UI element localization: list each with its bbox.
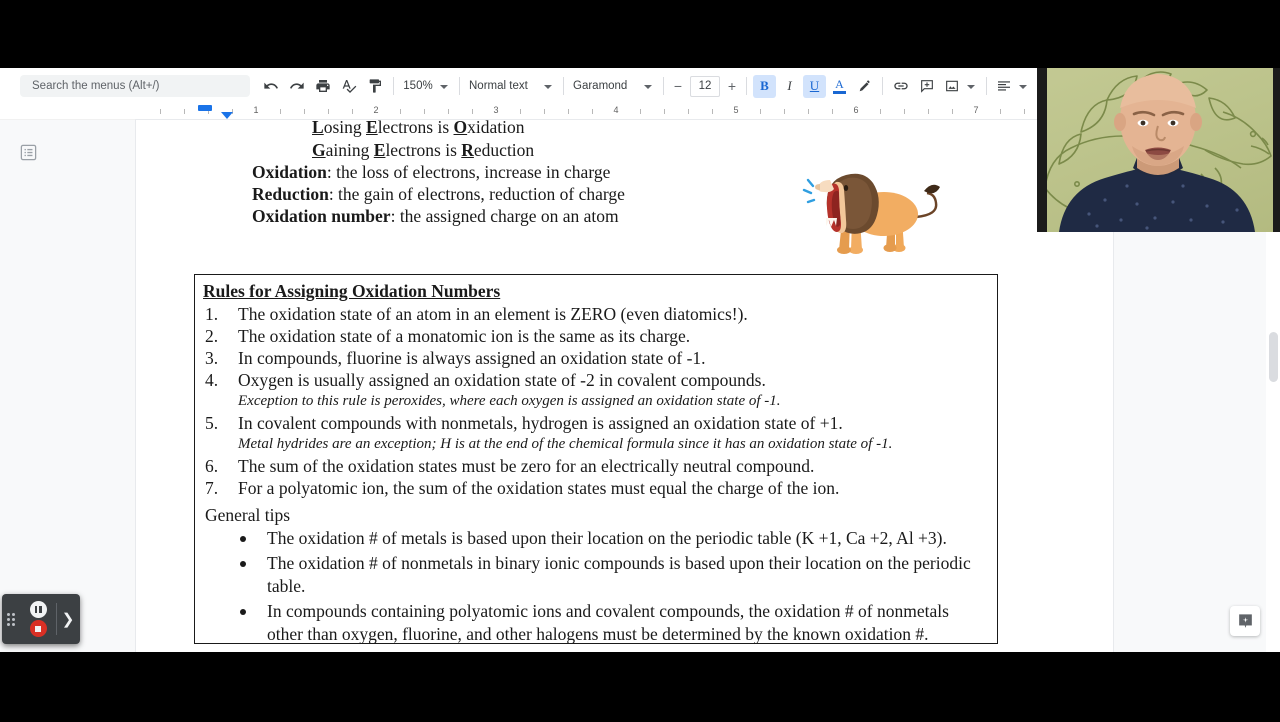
mnemonic-line-leo (312, 116, 525, 138)
insert-link-icon[interactable] (890, 75, 912, 97)
mnemonic-lead: G (312, 140, 326, 160)
font-size-input[interactable]: 12 (690, 76, 720, 97)
font-size-increase-button[interactable]: + (727, 78, 737, 94)
mnemonic-lead: E (366, 117, 378, 137)
insert-image-dropdown[interactable] (940, 75, 981, 97)
paint-format-icon[interactable] (364, 75, 386, 97)
rule-text: In covalent compounds with nonmetals, hydrogen is assigned an oxidation state of +1. (238, 413, 843, 433)
chevron-down-icon (967, 80, 975, 92)
rule-number: 3. (205, 348, 219, 368)
undo-icon[interactable] (260, 75, 282, 97)
definition-oxidation-number (252, 205, 619, 227)
toolbar-divider-4 (663, 77, 664, 95)
definition-oxidation (252, 161, 610, 183)
font-family-value: Garamond (573, 80, 628, 92)
drag-dots-icon (7, 613, 15, 626)
rule-note: Metal hydrides are an exception; H is at the end of the chemical formula since it has an oxidation state of -1. (238, 436, 893, 452)
definition-text: : the loss of electrons, increase in charge (326, 162, 611, 182)
chevron-down-icon (440, 80, 448, 92)
text-color-swatch (833, 91, 846, 94)
rule-text: Oxygen is usually assigned an oxidation state of -2 in covalent compounds. (238, 370, 766, 390)
toolbar-divider-5 (746, 77, 747, 95)
outline-rail (0, 120, 56, 652)
rules-list-item (203, 455, 989, 477)
tip-bullet-item (203, 552, 989, 599)
toolbar-divider-6 (882, 77, 883, 95)
zoom-value: 150% (403, 80, 433, 92)
rule-number: 7. (205, 478, 219, 498)
ruler-number: 3 (493, 105, 499, 115)
pause-recording-button[interactable] (30, 601, 47, 618)
mnemonic-lead: O (453, 117, 468, 137)
webcam-letterbox-left (1037, 68, 1047, 232)
rules-list-item (203, 325, 989, 347)
rules-list-item (203, 412, 989, 434)
first-line-indent-marker[interactable] (198, 105, 212, 111)
rule-note: Exception to this rule is peroxides, where each oxygen is assigned an oxidation state of -1. (238, 393, 781, 409)
left-indent-marker[interactable] (221, 112, 233, 119)
paragraph-style-dropdown[interactable] (465, 75, 558, 97)
document-outline-icon[interactable] (16, 140, 40, 164)
rules-list-item (203, 347, 989, 369)
chevron-down-icon (644, 80, 652, 92)
paragraph-style-value: Normal text (469, 80, 528, 92)
bold-button[interactable]: B (753, 75, 776, 98)
rules-text-box[interactable] (194, 274, 998, 644)
ruler-number: 5 (733, 105, 739, 115)
print-icon[interactable] (312, 75, 334, 97)
rules-list-item (203, 303, 989, 325)
search-placeholder-text: Search the menus (Alt+/) (32, 80, 160, 92)
rules-list-item (203, 369, 989, 391)
scrollbar-thumb[interactable] (1269, 332, 1278, 382)
ruler-number: 1 (253, 105, 259, 115)
definition-term: Reduction (252, 184, 329, 204)
font-size-decrease-button[interactable]: − (673, 78, 683, 94)
mnemonic-lead: R (461, 140, 474, 160)
add-comment-icon[interactable] (916, 75, 938, 97)
toolbar-divider-7 (986, 77, 987, 95)
rules-list-item (203, 477, 989, 499)
screen-recorder-widget[interactable] (2, 594, 80, 644)
redo-icon[interactable] (286, 75, 308, 97)
ruler-number: 2 (373, 105, 379, 115)
mnemonic-lead: L (312, 117, 324, 137)
align-dropdown[interactable] (992, 75, 1033, 97)
stop-recording-button[interactable] (30, 620, 47, 637)
bullet-dot-icon (240, 536, 246, 542)
recorder-buttons (20, 594, 56, 644)
mnemonic-line-ger (312, 139, 534, 161)
document-page[interactable] (136, 117, 1113, 652)
lion-clipart-image[interactable] (796, 162, 946, 262)
chevron-down-icon (544, 80, 552, 92)
mnemonic-rest: aining (325, 140, 374, 160)
webcam-overlay[interactable] (1037, 68, 1280, 232)
letterbox-bottom (0, 652, 1280, 720)
definition-text: : the assigned charge on an atom (390, 206, 619, 226)
bullet-dot-icon (240, 561, 246, 567)
rule-text: The oxidation state of a monatomic ion is the same as its charge. (238, 326, 691, 346)
search-input[interactable] (20, 75, 250, 97)
general-tips-label: General tips (205, 505, 291, 525)
toolbar-divider-3 (563, 77, 564, 95)
rule-text: For a polyatomic ion, the sum of the oxidation states must equal the charge of the ion. (238, 478, 840, 498)
italic-button[interactable]: I (787, 78, 792, 93)
mnemonic-rest: lectrons is (377, 117, 454, 137)
text-color-label: A (835, 77, 844, 91)
rule-number: 6. (205, 456, 219, 476)
ruler-number: 6 (853, 105, 859, 115)
explore-button[interactable] (1230, 606, 1260, 636)
letterbox-top (0, 0, 1280, 68)
presenter-portrait (1037, 68, 1280, 232)
mnemonic-lead: E (373, 140, 386, 160)
definition-term: Oxidation (252, 162, 327, 182)
highlight-color-icon[interactable] (853, 75, 876, 98)
tip-text: The oxidation # of nonmetals in binary ionic compounds is based upon their location on the periodic table. (267, 552, 971, 596)
image-icon (944, 78, 960, 94)
font-family-dropdown[interactable] (569, 75, 658, 97)
tip-text: The oxidation # of metals is based upon their location on the periodic table (K +1, Ca +2, Al +3). (267, 528, 947, 548)
zoom-dropdown[interactable] (399, 75, 454, 97)
ruler-number: 7 (973, 105, 979, 115)
rule-number: 1. (205, 304, 219, 324)
definition-term: Oxidation number (252, 206, 391, 226)
rule-number: 2. (205, 326, 219, 346)
tip-bullet-item (203, 600, 989, 647)
toolbar-divider-2 (459, 77, 460, 95)
definition-reduction (252, 183, 625, 205)
ruler-track[interactable] (136, 104, 1113, 119)
spellcheck-icon[interactable] (338, 75, 360, 97)
rule-text: The oxidation state of an atom in an element is ZERO (even diatomics!). (238, 304, 748, 324)
mnemonic-rest: osing (323, 117, 366, 137)
ruler-number: 4 (613, 105, 619, 115)
rule-text: In compounds, fluorine is always assigned an oxidation state of -1. (238, 348, 706, 368)
rule-number: 4. (205, 370, 219, 390)
tip-bullet-item (203, 527, 989, 551)
mnemonic-rest: eduction (473, 140, 535, 160)
text-color-button[interactable] (828, 75, 851, 98)
rules-box-title: Rules for Assigning Oxidation Numbers (203, 281, 501, 301)
mnemonic-rest: xidation (467, 117, 525, 137)
font-size-stepper[interactable] (669, 76, 741, 97)
recorder-drag-handle[interactable] (2, 594, 20, 644)
chevron-down-icon (1019, 80, 1027, 92)
toolbar-divider-1 (393, 77, 394, 95)
mnemonic-rest: lectrons is (385, 140, 462, 160)
rule-number: 5. (205, 413, 219, 433)
bullet-dot-icon (240, 609, 246, 615)
recorder-expand-button[interactable]: ❯ (61, 611, 75, 628)
rule-text: The sum of the oxidation states must be zero for an electrically neutral compound. (238, 456, 815, 476)
definition-text: : the gain of electrons, reduction of charge (328, 184, 625, 204)
webcam-letterbox-right (1273, 68, 1280, 232)
tip-text: In compounds containing polyatomic ions and covalent compounds, the oxidation # of nonmetals other than oxygen, fluorine, and other halogens must be determined by the known oxidation #. (267, 600, 949, 644)
align-left-icon (996, 78, 1012, 94)
underline-button[interactable]: U (803, 75, 826, 98)
